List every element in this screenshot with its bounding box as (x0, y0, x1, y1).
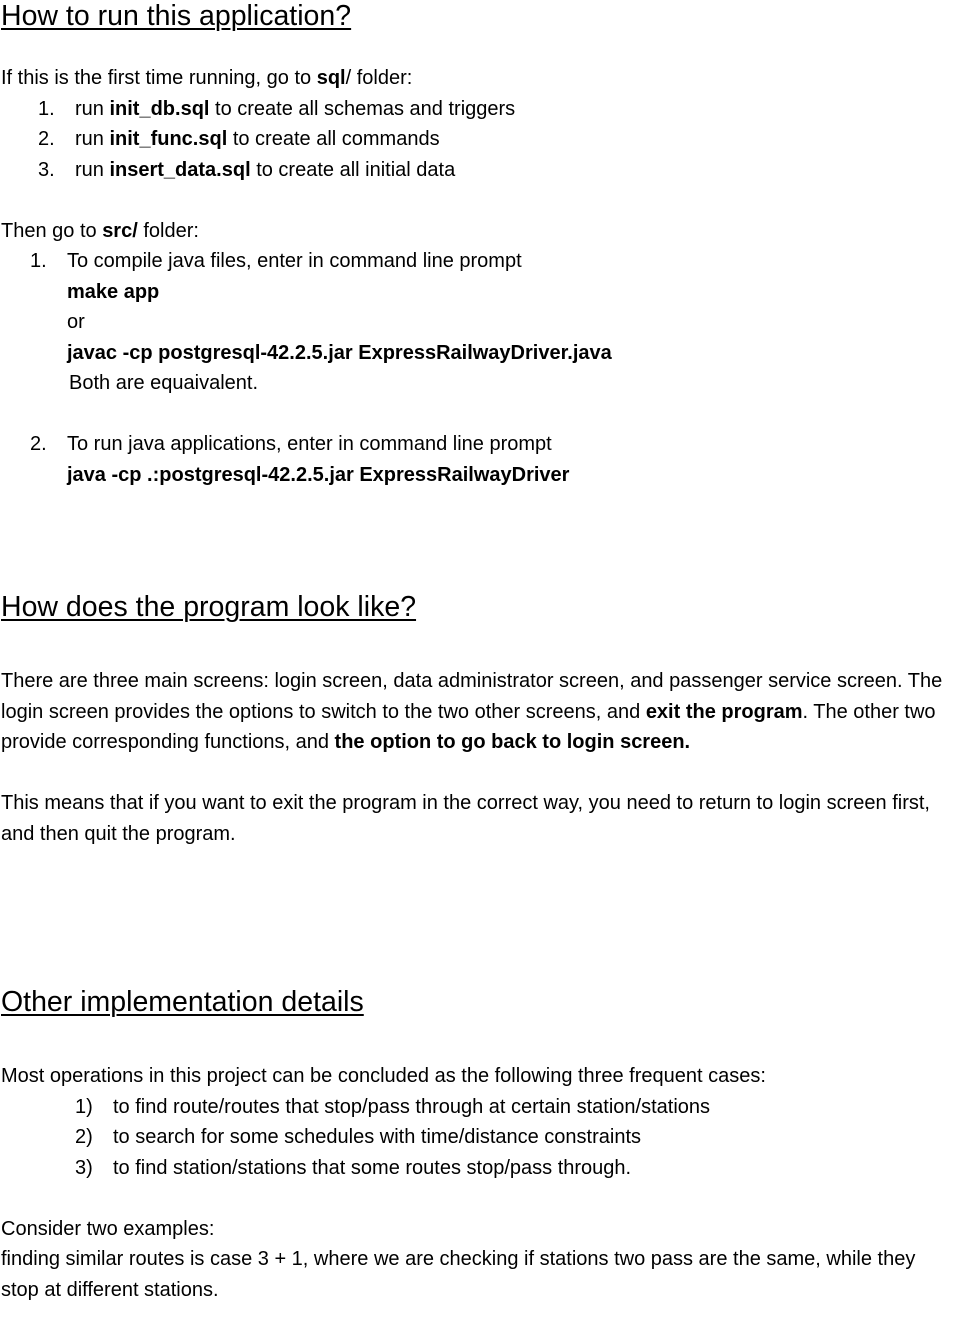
example-similar-routes: finding similar routes is case 3 + 1, where we are checking if stations two pass are the same, while they stop at different stations. (1, 1248, 916, 1301)
compile-step: 1. To compile java files, enter in command line prompt make app or javac -cp postgresql-42.2.5.jar ExpressRailwayDriver.java Both are equaivalent. (1, 246, 956, 429)
cases-list (1, 1092, 956, 1184)
sql-steps-list (1, 94, 956, 186)
src-intro: Then go to src/ folder: (1, 219, 199, 242)
section-title-look: How does the program look like? (1, 591, 417, 623)
run-step: 2. To run java applications, enter in command line prompt java -cp .:postgresql-42.2.5.jar ExpressRailwayDriver (1, 429, 956, 490)
case-item: 2) to search for some schedules with time/distance constraints (75, 1126, 642, 1148)
compile-command-make: make app (67, 280, 160, 303)
section-title-run: How to run this application? (1, 0, 352, 32)
compile-command-javac: javac -cp postgresql-42.2.5.jar ExpressRailwayDriver.java (67, 341, 612, 364)
case-item: 3) to find station/stations that some routes stop/pass through. (75, 1156, 632, 1179)
run-command: java -cp .:postgresql-42.2.5.jar ExpressRailwayDriver (67, 463, 570, 486)
first-run-intro: If this is the first time running, go to sql/ folder: (1, 67, 413, 89)
section-title-details: Other implementation details (1, 986, 364, 1018)
screens-paragraph: There are three main screens: login screen, data administrator screen, and passenger service screen. The login screen provides the options to switch to the two other screens, and exit the program. The other two provide corresponding functions, and the option to go back to login screen. (1, 670, 943, 753)
document-page (1, 0, 956, 1305)
sql-step: 3. run insert_data.sql to create all initial data (38, 158, 456, 181)
sql-step: 1. run init_db.sql to create all schemas and triggers (38, 97, 516, 120)
case-item: 1) to find route/routes that stop/pass through at certain station/stations (75, 1095, 711, 1118)
cases-intro: Most operations in this project can be concluded as the following three frequent cases: (1, 1065, 766, 1087)
exit-paragraph: This means that if you want to exit the program in the correct way, you need to return to login screen first, and then quit the program. (1, 792, 930, 845)
sql-step: 2. run init_func.sql to create all commands (38, 128, 440, 150)
src-steps-list (1, 246, 956, 490)
examples-heading: Consider two examples: (1, 1217, 215, 1240)
